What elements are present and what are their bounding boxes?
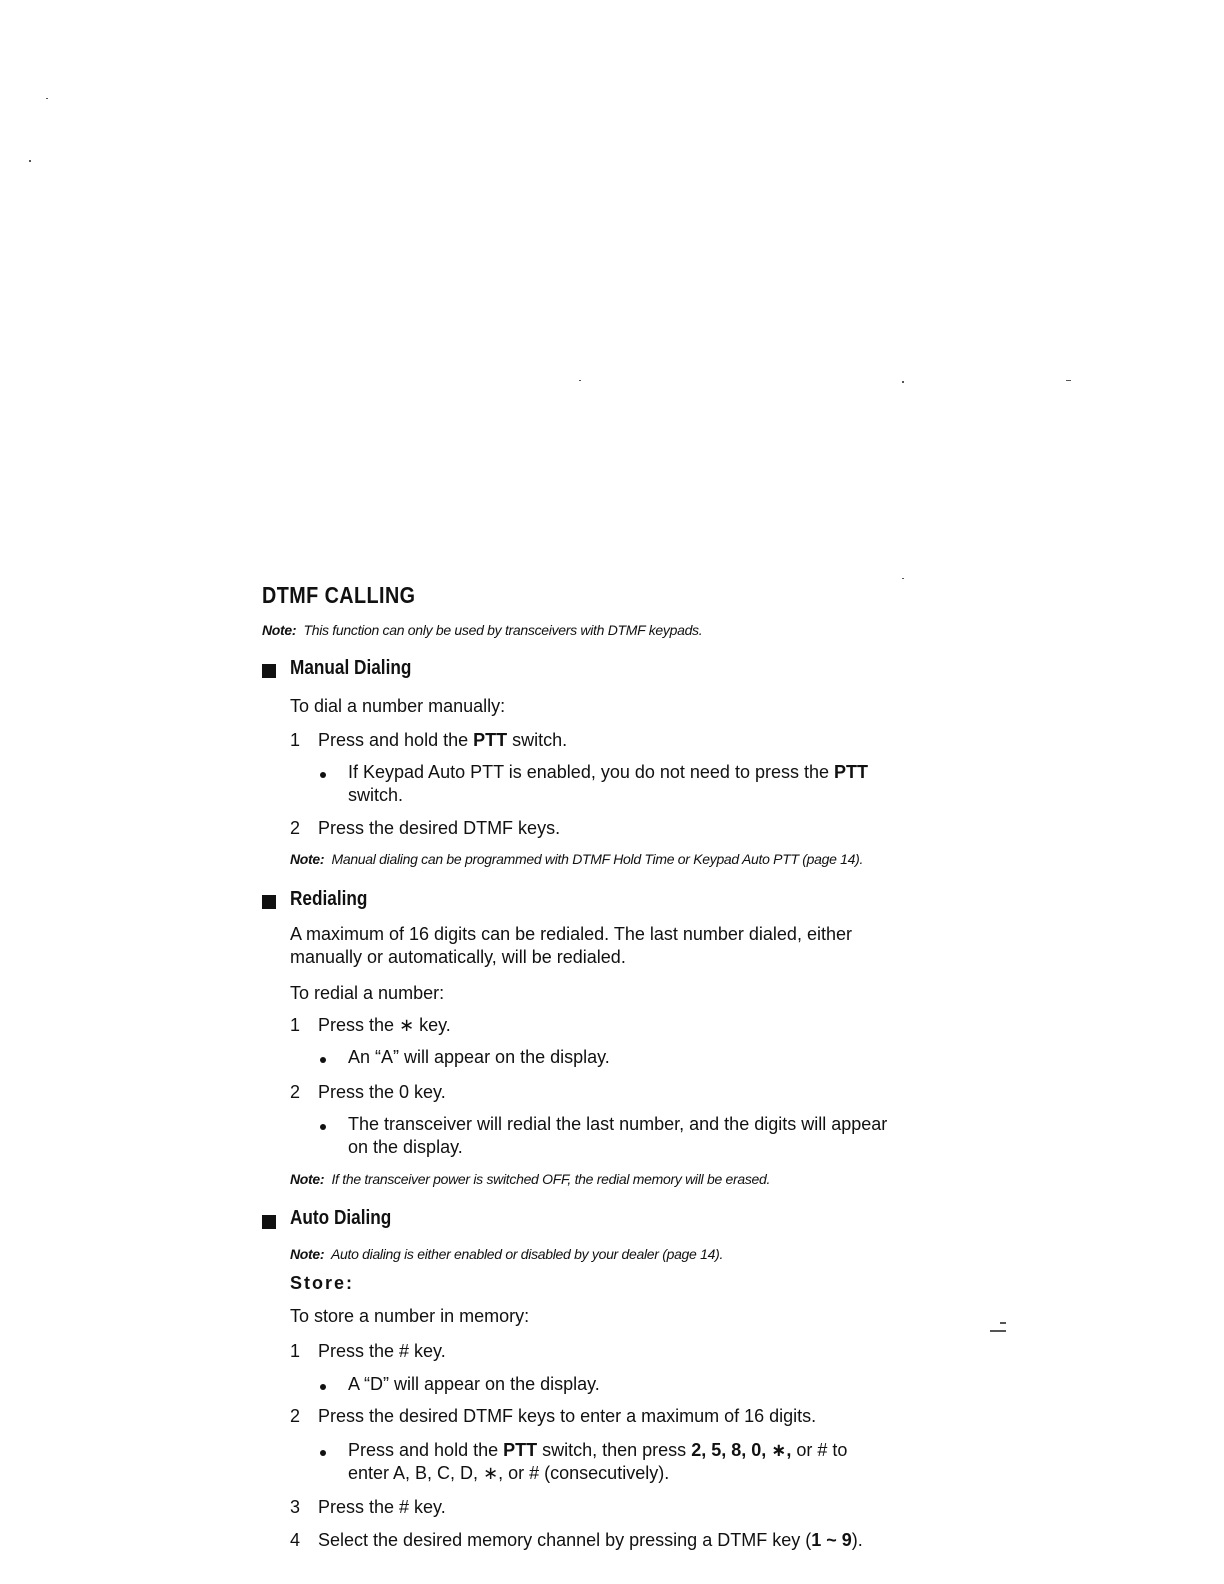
bullet-dot-icon <box>320 1057 326 1063</box>
auto-step-2-bullet-cont: enter A, B, C, D, ∗, or # (consecutively). <box>348 1463 670 1483</box>
section-bullet-icon <box>262 895 276 909</box>
manual-step-1: Press and hold the PTT switch. <box>318 730 568 750</box>
manual-step-2: Press the desired DTMF keys. <box>318 818 561 838</box>
step-number: 2 <box>290 1406 301 1426</box>
scan-speck <box>990 1330 1006 1332</box>
manual-lead: To dial a number manually: <box>290 696 506 716</box>
step-number: 3 <box>290 1497 301 1517</box>
redial-step-1-bullet: An “A” will appear on the display. <box>348 1047 610 1067</box>
section-bullet-icon <box>262 1215 276 1229</box>
step-number: 1 <box>290 1341 301 1361</box>
redial-step-2: Press the 0 key. <box>318 1082 446 1102</box>
auto-step-1-bullet: A “D” will appear on the display. <box>348 1374 600 1394</box>
intro-note <box>262 622 702 638</box>
section-bullet-icon <box>262 664 276 678</box>
bullet-dot-icon <box>320 1124 326 1130</box>
step-number: 2 <box>290 818 301 838</box>
step-number: 4 <box>290 1530 301 1550</box>
section-heading-manual-dialing: Manual Dialing <box>290 657 412 679</box>
store-subheading: Store: <box>290 1273 355 1293</box>
redial-note: Note: If the transceiver power is switched OFF, the redial memory will be erased. <box>290 1171 771 1187</box>
step-number: 1 <box>290 1015 301 1035</box>
manual-note: Note: Manual dialing can be programmed with DTMF Hold Time or Keypad Auto PTT (page 14). <box>290 851 864 867</box>
manual-step-1-bullet-cont: switch. <box>348 785 404 805</box>
scan-speck <box>902 381 904 383</box>
scan-speck <box>1066 380 1071 381</box>
step-number: 2 <box>290 1082 301 1102</box>
page-title: DTMF CALLING <box>262 582 416 608</box>
bullet-dot-icon <box>320 772 326 778</box>
redial-lead: To redial a number: <box>290 983 445 1003</box>
scan-speck <box>1000 1322 1006 1324</box>
auto-step-1: Press the # key. <box>318 1341 446 1361</box>
auto-note: Note: Auto dialing is either enabled or disabled by your dealer (page 14). <box>290 1246 724 1262</box>
auto-lead: To store a number in memory: <box>290 1306 530 1326</box>
section-heading-redialing: Redialing <box>290 888 368 910</box>
bullet-dot-icon <box>320 1384 326 1390</box>
auto-step-4: Select the desired memory channel by pressing a DTMF key (1 ~ 9). <box>318 1530 863 1550</box>
scan-speck <box>29 160 31 162</box>
note-label: Note: <box>262 622 297 638</box>
scan-speck <box>579 380 581 381</box>
auto-step-3: Press the # key. <box>318 1497 446 1517</box>
redial-paragraph-cont: manually or automatically, will be redialed. <box>290 947 626 967</box>
auto-step-2: Press the desired DTMF keys to enter a maximum of 16 digits. <box>318 1406 817 1426</box>
redial-paragraph: A maximum of 16 digits can be redialed. The last number dialed, either <box>290 924 852 944</box>
redial-step-2-bullet-cont: on the display. <box>348 1137 463 1157</box>
auto-step-2-bullet: Press and hold the PTT switch, then press 2, 5, 8, 0, ∗, or # to <box>348 1440 848 1460</box>
redial-step-2-bullet: The transceiver will redial the last number, and the digits will appear <box>348 1114 888 1134</box>
manual-step-1-bullet: If Keypad Auto PTT is enabled, you do not need to press the PTT <box>348 762 868 782</box>
step-number: 1 <box>290 730 301 750</box>
section-heading-auto-dialing: Auto Dialing <box>290 1207 392 1229</box>
note-text: This function can only be used by transceivers with DTMF keypads. <box>303 622 703 638</box>
scan-speck <box>46 98 48 99</box>
redial-step-1: Press the ∗ key. <box>318 1015 451 1035</box>
bullet-dot-icon <box>320 1450 326 1456</box>
scan-speck <box>902 578 904 579</box>
